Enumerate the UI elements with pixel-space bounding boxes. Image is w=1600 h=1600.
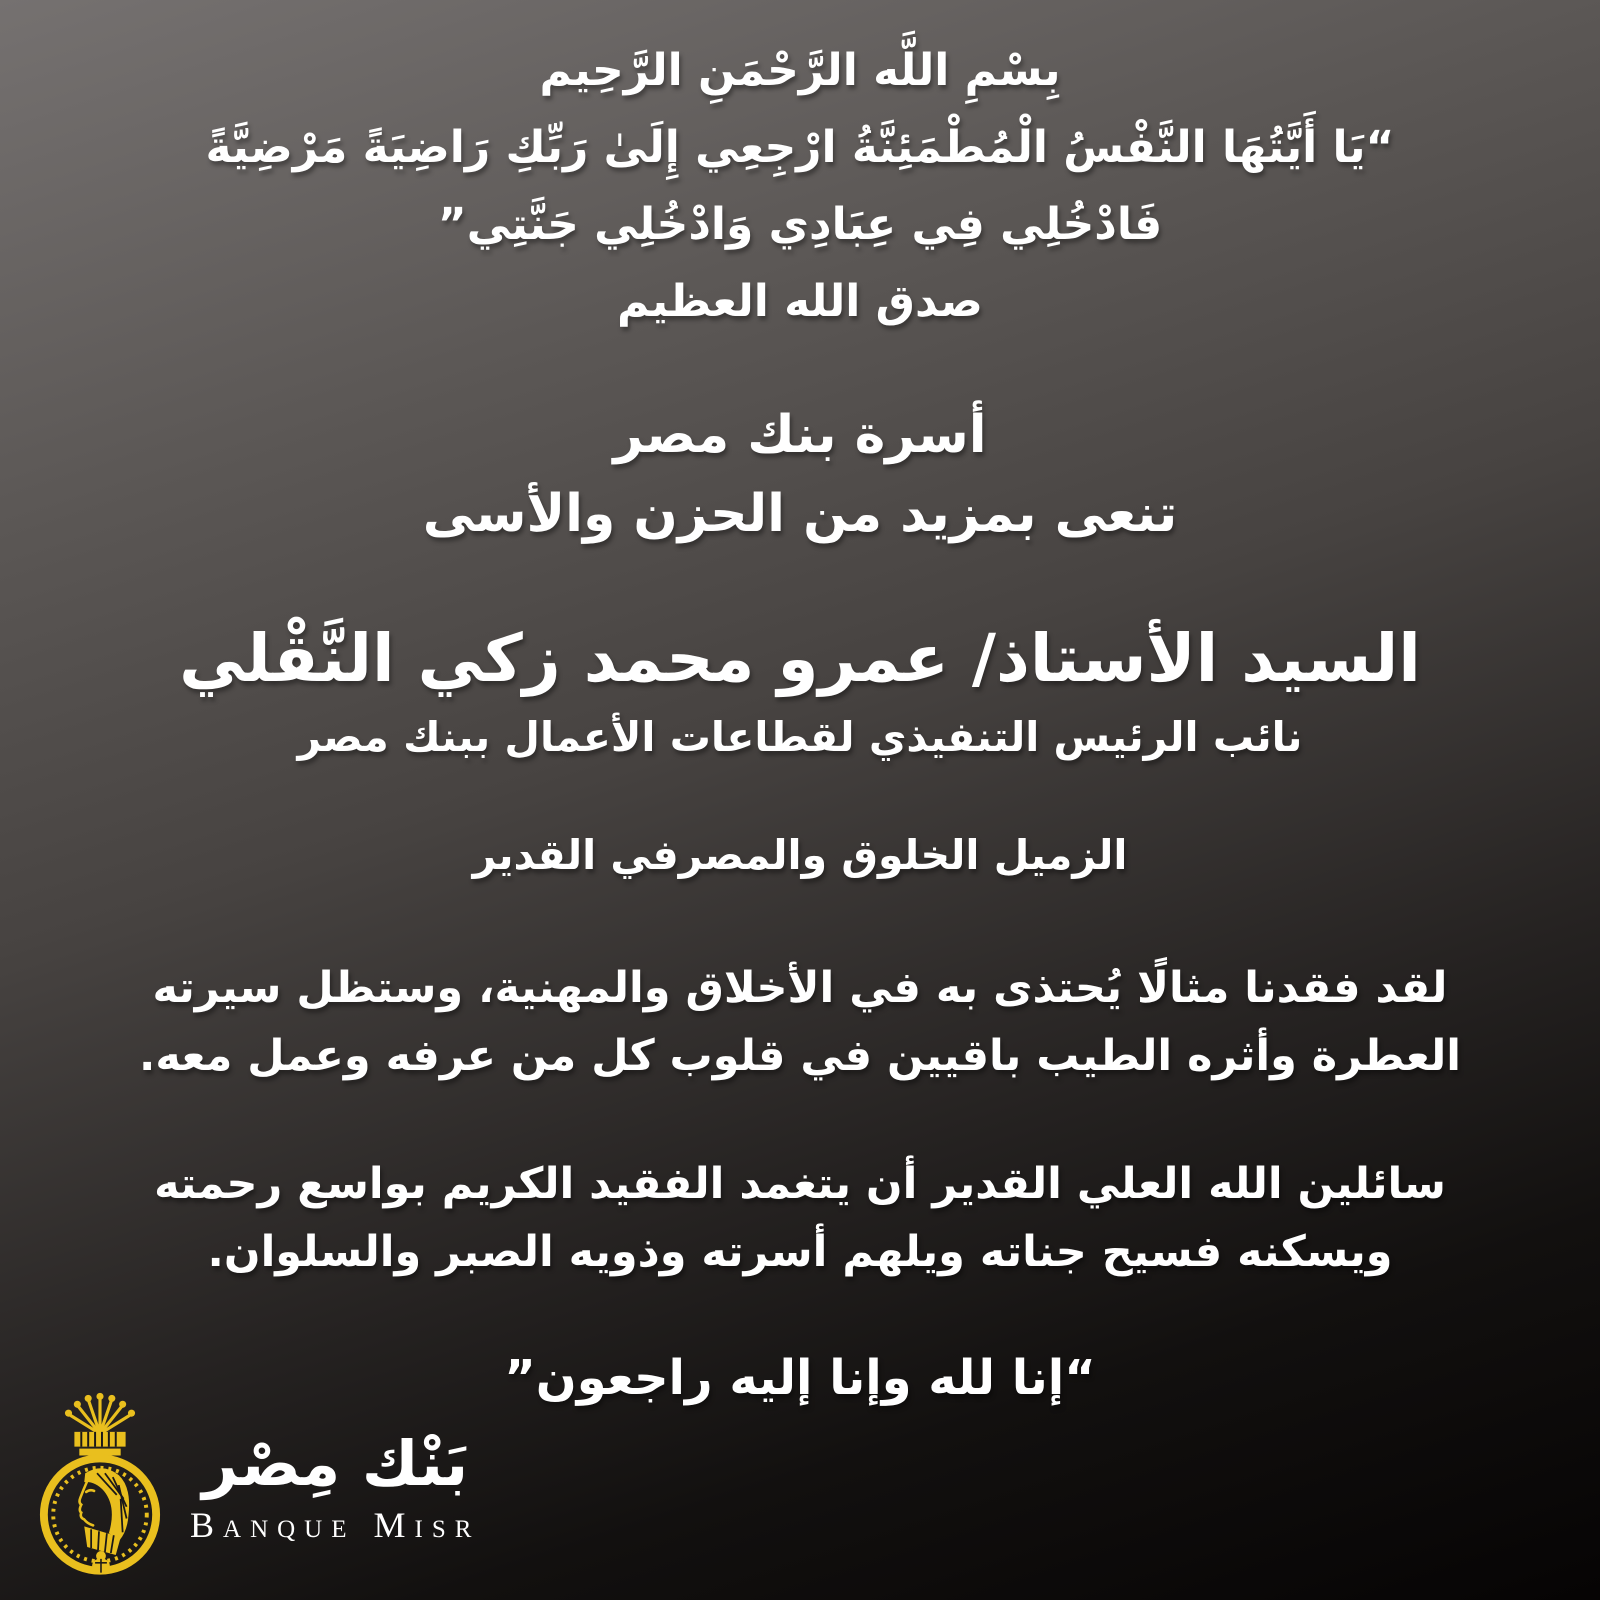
organization-line: أسرة بنك مصر — [613, 405, 987, 465]
eulogy-paragraph-1: لقد فقدنا مثالًا يُحتذى به في الأخلاق والمهنية، وستظل سيرته العطرة وأثره الطيب باقيين في قلوب كل من عرفه وعمل معه. — [139, 963, 1461, 1081]
banque-misr-latin-wordmark: Banque Misr — [190, 1504, 481, 1545]
verse-attestation: صدق الله العظيم — [617, 276, 983, 327]
quran-verse-block — [0, 32, 1600, 340]
mourning-header-block — [0, 396, 1600, 554]
banque-misr-logo — [36, 1388, 480, 1586]
eulogy-line: الزميل الخلوق والمصرفي القدير — [472, 831, 1128, 879]
banque-misr-emblem-icon — [36, 1388, 164, 1586]
deceased-job-title: نائب الرئيس التنفيذي لقطاعات الأعمال ببنك مصر — [297, 713, 1303, 761]
eulogy-paragraph-2: سائلين الله العلي القدير أن يتغمد الفقيد الكريم بواسع رحمته ويسكنه فسيح جناته ويلهم أسرته وذويه الصبر والسلوان. — [154, 1159, 1446, 1277]
banque-misr-logo-text — [190, 1428, 480, 1545]
mourning-line: تنعى بمزيد من الحزن والأسى — [422, 484, 1178, 544]
bismillah-line: بِسْمِ اللَّه الرَّحْمَنِ الرَّحِيم — [539, 45, 1061, 96]
banque-misr-arabic-wordmark: بَنْك مِصْر — [202, 1427, 469, 1501]
verse-line-1: “يَا أَيَّتُهَا النَّفْسُ الْمُطْمَئِنَّةُ ارْجِعِي إِلَىٰ رَبِّكِ رَاضِيَةً مَرْضِيَّةً — [205, 122, 1395, 173]
closing-quote: “إنا لله وإنا إليه راجعون” — [504, 1350, 1096, 1406]
verse-line-2: فَادْخُلِي فِي عِبَادِي وَادْخُلِي جَنَّتِي” — [437, 199, 1163, 250]
deceased-name: السيد الأستاذ/ عمرو محمد زكي النَّقْلي — [179, 620, 1421, 697]
